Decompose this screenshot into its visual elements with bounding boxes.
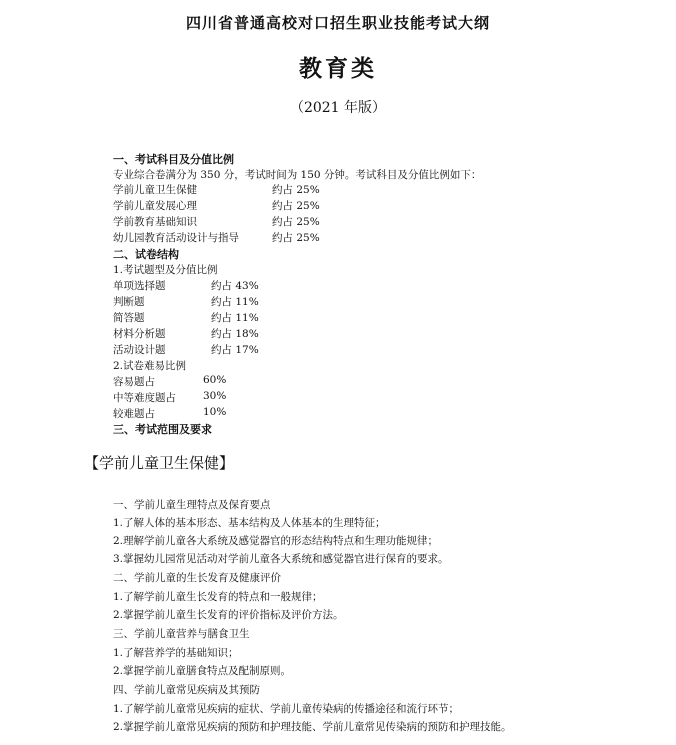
- question-share: 约占 11%: [211, 312, 259, 324]
- course-requirement: 1.了解学前儿童常见疾病的症状、学前儿童传染病的传播途径和流行环节；: [113, 703, 460, 715]
- course-requirement: 2.掌握学前儿童常见疾病的预防和护理技能、学前儿童常见传染病的预防和护理技能。: [113, 721, 512, 733]
- course-requirement: 2.掌握学前儿童生长发育的评价指标及评价方法。: [113, 609, 344, 621]
- subject-name: 学前儿童发展心理: [113, 200, 197, 212]
- course-topic-heading: 三、学前儿童营养与膳食卫生: [113, 628, 250, 640]
- question-share: 约占 17%: [211, 344, 259, 356]
- subject-name: 学前教育基础知识: [113, 216, 197, 228]
- subject-name: 幼儿园教育活动设计与指导: [113, 232, 239, 244]
- course-requirement: 3.掌握幼儿园常见活动对学前儿童各大系统和感觉器官进行保育的要求。: [113, 553, 449, 565]
- section-heading: 一、考试科目及分值比例: [113, 153, 234, 166]
- course-heading: 【学前儿童卫生保健】: [84, 454, 235, 472]
- section-heading: 二、试卷结构: [113, 248, 179, 261]
- course-topic-heading: 四、学前儿童常见疾病及其预防: [113, 684, 260, 696]
- subject-share: 约占 25%: [272, 216, 320, 228]
- subject-share: 约占 25%: [272, 200, 320, 212]
- difficulty-label: 容易题占: [113, 376, 155, 388]
- subsection-label: 1.考试题型及分值比例: [113, 264, 218, 276]
- difficulty-label: 较难题占: [113, 408, 155, 420]
- subject-name: 学前儿童卫生保健: [113, 184, 197, 196]
- course-requirement: 1.了解学前儿童生长发育的特点和一般规律；: [113, 591, 323, 603]
- course-topic-heading: 一、学前儿童生理特点及保育要点: [113, 499, 271, 511]
- question-type: 材料分析题: [113, 328, 166, 340]
- subject-share: 约占 25%: [272, 184, 320, 196]
- difficulty-label: 中等难度题占: [113, 392, 176, 404]
- edition-label: （2021 年版）: [289, 100, 387, 116]
- section-intro: 专业综合卷满分为 350 分，考试时间为 150 分钟。考试科目及分值比例如下：: [113, 169, 482, 181]
- course-topic-heading: 二、学前儿童的生长发育及健康评价: [113, 572, 281, 584]
- question-type: 单项选择题: [113, 280, 166, 292]
- subject-share: 约占 25%: [272, 232, 320, 244]
- question-share: 约占 18%: [211, 328, 259, 340]
- difficulty-share: 10%: [203, 406, 227, 418]
- section-heading: 三、考试范围及要求: [113, 423, 212, 436]
- difficulty-share: 60%: [203, 374, 227, 386]
- subject-title: 教育类: [299, 55, 377, 82]
- question-type: 简答题: [113, 312, 145, 324]
- course-requirement: 1.了解营养学的基础知识；: [113, 647, 239, 659]
- difficulty-share: 30%: [203, 390, 227, 402]
- document-title: 四川省普通高校对口招生职业技能考试大纲: [185, 14, 490, 32]
- question-type: 判断题: [113, 296, 145, 308]
- course-requirement: 2.理解学前儿童各大系统及感觉器官的形态结构特点和生理功能规律；: [113, 535, 439, 547]
- question-type: 活动设计题: [113, 344, 166, 356]
- question-share: 约占 11%: [211, 296, 259, 308]
- course-requirement: 2.掌握学前儿童膳食特点及配制原则。: [113, 665, 292, 677]
- subsection-label: 2.试卷难易比例: [113, 360, 187, 372]
- question-share: 约占 43%: [211, 280, 259, 292]
- course-requirement: 1.了解人体的基本形态、基本结构及人体基本的生理特征；: [113, 517, 386, 529]
